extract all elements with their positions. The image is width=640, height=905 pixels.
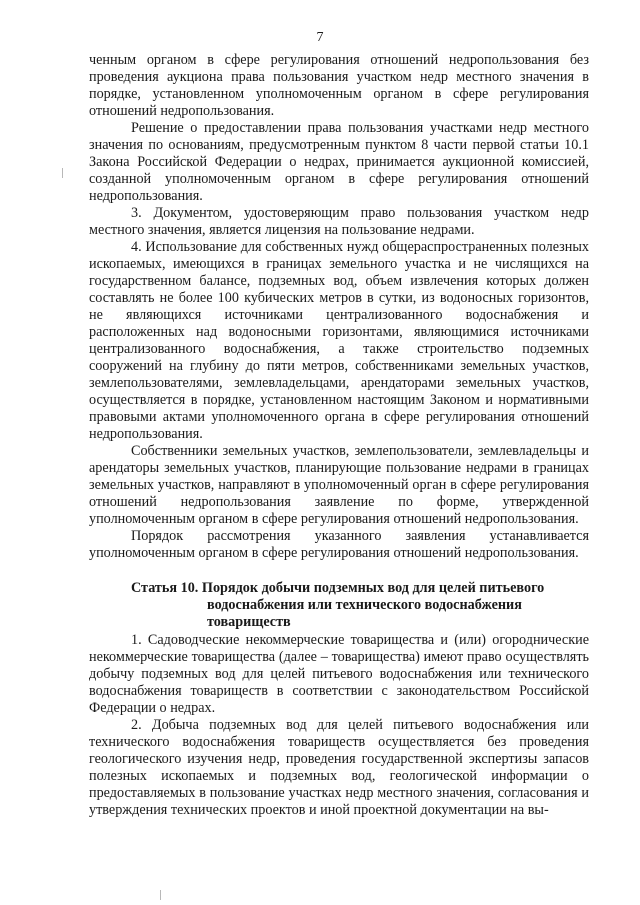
- article-heading: Статья 10. Порядок добычи подземных вод для целей питьевого водоснабжения или технического водоснабжения товариществ: [131, 580, 545, 630]
- paragraph-continuation: ченным органом в сфере регулирования отношений недропользования без проведения аукциона права пользования участком недр местного значения в порядке, установленном уполномоченным органом в сфере регулирования отношений недропользования.: [89, 52, 589, 119]
- paragraph-water-extraction: 2. Добыча подземных вод для целей питьевого водоснабжения или технического водоснабжения товариществ осуществляется без проведения геологического изучения недр, проведения государственной экспертизы запасов полезных ископаемых и подземных вод, геологической информации о предоставляемых в пользование участках недр местного значения, согласования и утверждения технических проектов и иной проектной документации на вы-: [89, 717, 589, 818]
- paragraph-own-needs: 4. Использование для собственных нужд общераспространенных полезных ископаемых, имеющихся в границах земельного участка и не числящихся на государственном балансе, подземных вод, объем извлечения которых должен составлять не более 100 кубических метров в сутки, из водоносных горизонтов, не являющихся источниками централизованного водоснабжения и расположенных над водоносными горизонтами, являющимися источниками централизованного водоснабжения, а также строительство подземных сооружений на глубину до пяти метров, собственниками земельных участков, землепользователями, землевладельцами, арендаторами земельных участков, осуществляется в порядке, установленном настоящим Законом и нормативными правовыми актами уполномоченного органа в сфере регулирования отношений недропользования.: [89, 239, 589, 442]
- document-body: [89, 52, 589, 819]
- margin-mark: [62, 168, 63, 178]
- paragraph-review-procedure: Порядок рассмотрения указанного заявления устанавливается уполномоченным органом в сфере регулирования отношений недропользования.: [89, 528, 589, 561]
- paragraph-license: 3. Документом, удостоверяющим право пользования участком недр местного значения, является лицензия на пользование недрами.: [89, 205, 589, 238]
- paragraph-landowners: Собственники земельных участков, землепользователи, землевладельцы и арендаторы земельных участков, планирующие пользование недрами в границах земельных участков, направляют в уполномоченный орган в сфере регулирования отношений недропользования заявление по форме, утвержденной уполномоченным органом в сфере регулирования отношений недропользования.: [89, 443, 589, 527]
- page-number: 7: [316, 30, 324, 45]
- paragraph-partnerships-right: 1. Садоводческие некоммерческие товарищества и (или) огороднические некоммерческие товарищества (далее – товарищества) имеют право осуществлять добычу подземных вод для целей питьевого водоснабжения или технического водоснабжения товариществ в соответствии с законодательством Российской Федерации о недрах.: [89, 632, 589, 716]
- paragraph-auction-decision: Решение о предоставлении права пользования участками недр местного значения по основаниям, предусмотренным пунктом 8 части первой статьи 10.1 Закона Российской Федерации о недрах, принимается аукционной комиссией, созданной уполномоченным органом в сфере регулирования отношений недропользования.: [89, 120, 589, 204]
- scan-mark: [160, 890, 161, 900]
